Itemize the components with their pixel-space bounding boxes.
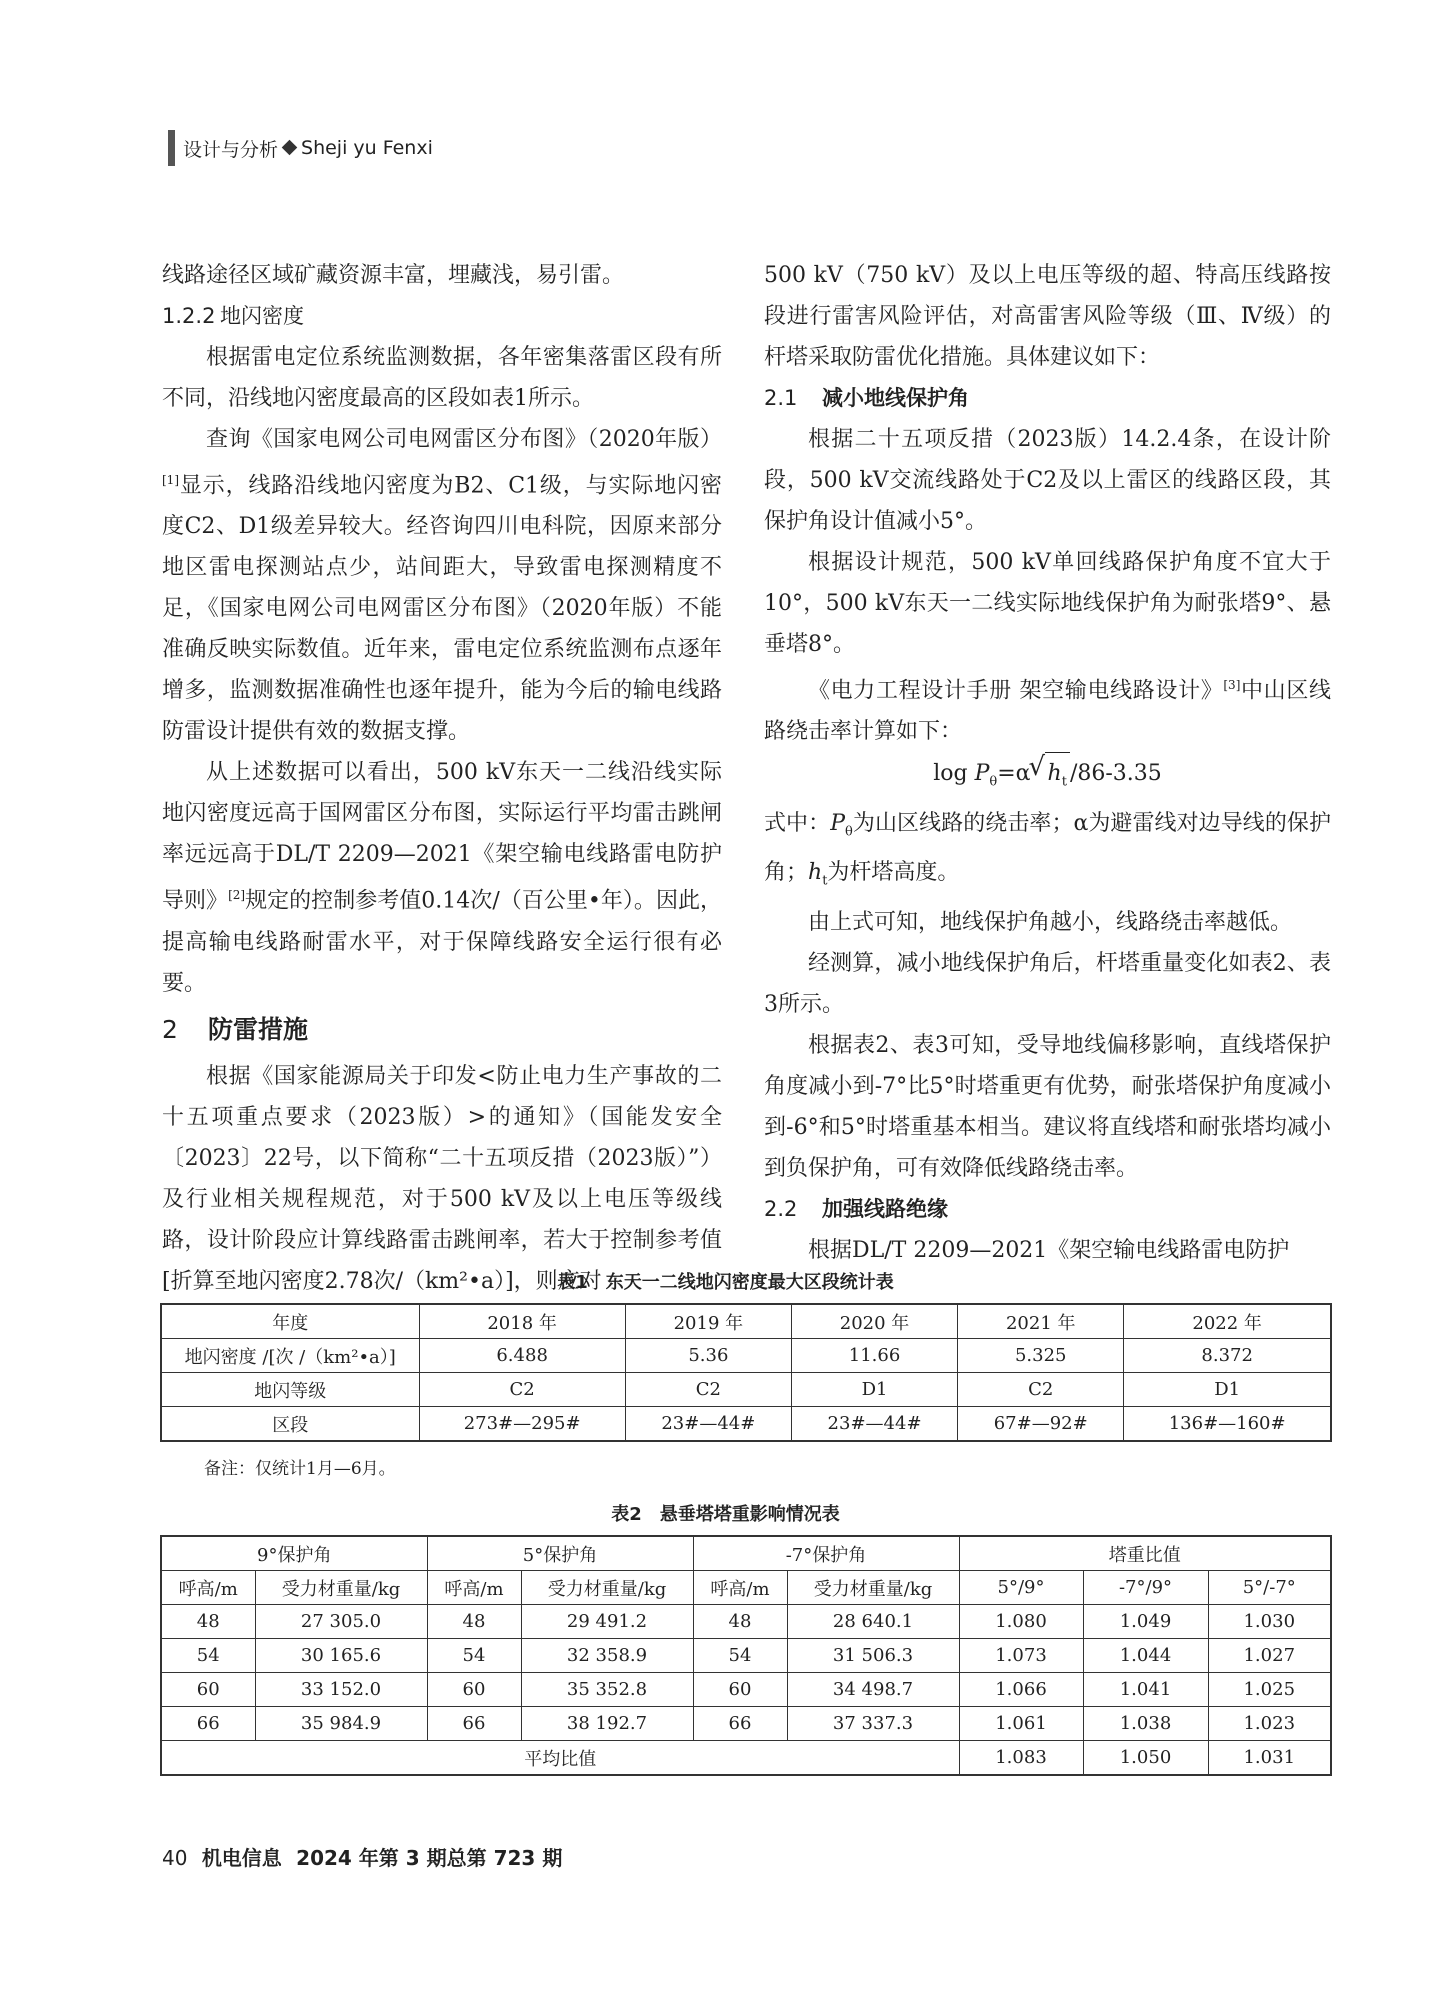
paragraph: 根据《国家能源局关于印发<防止电力生产事故的二十五项重点要求（2023版）>的通知》（国能发安全〔2023〕22号，以下简称“二十五项反措（2023版）”）及行业相关规程规范，对于500 kV及以上电压等级线路，设计阶段应计算线路雷击跳闸率，若大于控制参考值[折算至地闪密度2.78次/（km²•a）]，则应对: [162, 1063, 722, 1294]
citation-ref: [1]: [162, 473, 179, 487]
table-row: 年度 2018 年 2019 年 2020 年 2021 年 2022 年: [161, 1304, 1331, 1339]
section-heading-2-1: 2.1 减小地线保护角: [764, 386, 969, 410]
paragraph: 根据雷电定位系统监测数据，各年密集落雷区段有所不同，沿线地闪密度最高的区段如表1所示。: [162, 345, 722, 411]
table-header-row: 呼高/m 受力材重量/kg 呼高/m 受力材重量/kg 呼高/m 受力材重量/kg 5°/9° -7°/9° 5°/-7°: [161, 1571, 1331, 1605]
table1: [160, 1303, 1332, 1442]
header-en: Sheji yu Fenxi: [301, 137, 433, 159]
table-row: 区段 273#—295# 23#—44# 23#—44# 67#—92# 136#—160#: [161, 1407, 1331, 1442]
page-footer: [162, 1842, 562, 1871]
paragraph: 式中：$P_\theta$为山区线路的绕击率；α为避雷线对边导线的保护角；$h_t$为杆塔高度。: [764, 810, 1331, 889]
section-heading-1-2-2: 1.2.2 地闪密度: [162, 304, 304, 328]
issue-info: 2024 年第 3 期总第 723 期: [296, 1846, 563, 1870]
paragraph: 由上式可知，地线保护角越小，线路绕击率越低。: [808, 909, 1293, 935]
table1-note: 备注：仅统计1月—6月。: [204, 1459, 396, 1479]
table1-caption: 表1 东天一二线地闪密度最大区段统计表: [557, 1272, 894, 1293]
paragraph: 查询《国家电网公司电网雷区分布图》（2020年版）[1]显示，线路沿线地闪密度为B2、C1级，与实际地闪密度C2、D1级差异较大。经咨询四川电科院，因原来部分地区雷电探测站点少，站间距大，导致雷电探测精度不足，《国家电网公司电网雷区分布图》（2020年版）不能准确反映实际数值。近年来，雷电定位系统监测布点逐年增多，监测数据准确性也逐年提升，能为今后的输电线路防雷设计提供有效的数据支撑。: [162, 427, 722, 745]
paragraph: 《电力工程设计手册 架空输电线路设计》[3]中山区线路绕击率计算如下：: [764, 678, 1331, 745]
table-row: 66 35 984.9 66 38 192.7 66 37 337.3 1.061 1.038 1.023: [161, 1707, 1331, 1741]
paragraph: 从上述数据可以看出，500 kV东天一二线沿线实际地闪密度远高于国网雷区分布图，实际运行平均雷击跳闸率远远高于DL/T 2209—2021《架空输电线路雷电防护导则》[2]规定的控制参考值0.14次/（百公里•年）。因此，提高输电线路耐雷水平，对于保障线路安全运行很有必要。: [162, 760, 722, 996]
right-column: [764, 255, 1331, 1271]
section-heading-2: 2 防雷措施: [162, 1014, 309, 1044]
paragraph: 根据DL/T 2209—2021《架空输电线路雷电防护: [808, 1237, 1290, 1263]
journal-name: 机电信息: [201, 1846, 282, 1870]
paragraph: 500 kV（750 kV）及以上电压等级的超、特高压线路按段进行雷害风险评估，对高雷害风险等级（Ⅲ、Ⅳ级）的杆塔采取防雷优化措施。具体建议如下：: [764, 263, 1331, 370]
page-number: 40: [162, 1846, 188, 1870]
table-row: 地闪密度 /[次 /（km²•a）] 6.488 5.36 11.66 5.325 8.372: [161, 1339, 1331, 1373]
diamond-icon: [282, 140, 298, 156]
table-avg-row: 平均比值 1.083 1.050 1.031: [161, 1741, 1331, 1776]
citation-ref: [3]: [1223, 678, 1241, 692]
table-header-row: 9°保护角 5°保护角 -7°保护角 塔重比值: [161, 1536, 1331, 1571]
header-cn: 设计与分析: [183, 138, 279, 161]
table-row: 60 33 152.0 60 35 352.8 60 34 498.7 1.066 1.041 1.025: [161, 1673, 1331, 1707]
running-header: [168, 130, 433, 166]
paragraph: 经测算，减小地线保护角后，杆塔重量变化如表2、表3所示。: [764, 950, 1331, 1017]
paragraph: 根据表2、表3可知，受导地线偏移影响，直线塔保护角度减小到-7°比5°时塔重更有优势，耐张塔保护角度减小到-6°和5°时塔重基本相当。建议将直线塔和耐张塔均减小到负保护角，可有效降低线路绕击率。: [764, 1032, 1331, 1181]
citation-ref: [2]: [228, 888, 246, 903]
table2: [160, 1535, 1332, 1776]
sqrt-sign: √ $h_t$: [1045, 752, 1070, 802]
table-row: 54 30 165.6 54 32 358.9 54 31 506.3 1.073 1.044 1.027: [161, 1639, 1331, 1673]
table-row: 地闪等级 C2 C2 D1 C2 D1: [161, 1373, 1331, 1407]
header-bar: [168, 130, 175, 166]
paragraph: 线路途径区域矿藏资源丰富，埋藏浅，易引雷。: [162, 263, 625, 288]
section-heading-2-2: 2.2 加强线路绝缘: [764, 1196, 948, 1221]
formula: $\log P_\theta=\alpha√$ $h_t$ /86-3.35: [764, 752, 1331, 802]
paragraph: 根据设计规范，500 kV单回线路保护角度不宜大于10°，500 kV东天一二线实际地线保护角为耐张塔9°、悬垂塔8°。: [764, 550, 1331, 657]
left-column: [162, 255, 722, 1302]
table2-caption: 表2 悬垂塔塔重影响情况表: [611, 1504, 840, 1525]
table-row: 48 27 305.0 48 29 491.2 48 28 640.1 1.080 1.049 1.030: [161, 1605, 1331, 1639]
paragraph: 根据二十五项反措（2023版）14.2.4条，在设计阶段，500 kV交流线路处于C2及以上雷区的线路区段，其保护角设计值减小5°。: [764, 427, 1331, 534]
